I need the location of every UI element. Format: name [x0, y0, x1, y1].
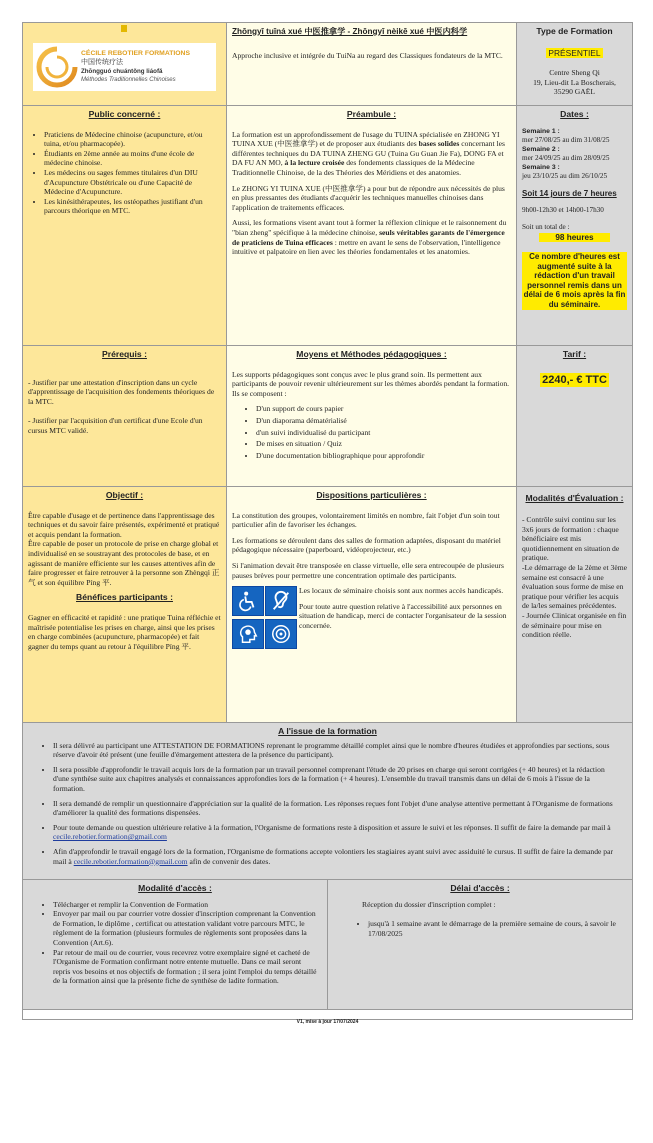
accessibility-icons: [232, 586, 295, 649]
mental-disability-icon: [232, 619, 264, 649]
title-cell: [227, 23, 517, 105]
section-row-2: [23, 106, 632, 346]
objectif-cell: [23, 487, 227, 722]
prerequis-text-1: - Justifier par une attestation d'inscription dans un cycle d'apprentissage de l'acquisition des fondements théoriques de la MTC.: [28, 377, 215, 406]
tarif-value: 2240,- € TTC: [542, 373, 607, 386]
acces-list: [31, 900, 319, 986]
list-item: • Étudiants en 2ème année au moins d'une école de médecine chinoise.: [44, 149, 221, 168]
type-heading: Type de Formation: [536, 26, 613, 36]
list-item: • Il sera possible d'approfondir le travail acquis lors de la formation par un travail personnel comprenant l'étude de 20 prises en charge qui seront corrigées (+ 40 heures) et la rédaction d'une synthèse suite aux chapitres analysés et connaissances approfondies lors de la formation (+ 4 heures). L'ensemble du travail transmis dans un délai de 6 mois à l'issue de la formation.: [53, 765, 620, 794]
type-value: PRÉSENTIEL: [548, 47, 601, 58]
list-item: • Par retour de mail ou de courrier, vous recevrez votre exemplaire signé et cacheté de l'Organisme de Formation confirmant notre entente mutuelle. Dans ce mail seront repris vos besoins et nos objectifs de formation ; il sera joint l'emploi du temps détaillé de la formation ainsi que la présente fiche de synthèse de ladite formation.: [53, 948, 319, 986]
evaluation-item: -Le démarrage de la 2ème et 3ème semaine est consacré à une évaluation sous forme de mise en pratique pour vérifier les acquis de la/les semaines précédentes.: [522, 562, 627, 611]
session-2: Semaine 2 : mer 24/09/25 au dim 28/09/25: [522, 146, 610, 162]
prerequis-heading: Prérequis :: [102, 349, 147, 359]
dispositions-text-2: Les formations se déroulent dans des salles de formation adaptées, disposant du matériel pédagogique nécessaire (paperboard, vidéoprojecteur, etc.): [232, 535, 501, 555]
session-3: Semaine 3 : jeu 23/10/25 au dim 26/10/25: [522, 164, 608, 180]
issue-cell: [23, 723, 632, 879]
dispositions-text-1: La constitution des groupes, volontairement limités en nombre, fait l'objet d'un soin tout particulier afin de favoriser les échanges.: [232, 510, 500, 530]
dates-heading: Dates :: [560, 109, 589, 119]
preambule-paragraph-2: Le ZHONG YI TUINA XUE (中医推拿学) a pour but de répondre aux nécessités de plus en plus pressantes des étudiants d'acquérir les techniques manuelles chinoises dans l'application de traitements efficaces.: [232, 183, 505, 212]
intro-text: Approche inclusive et intégrée du TuiNa au regard des Classiques fondateurs de la MTC.: [232, 50, 503, 60]
delai-list: [336, 919, 624, 938]
objectif-text-2: Être capable de poser un protocole de prise en charge global et individualisé en se soustrayant des protocoles de base, et en agissant de manière efficiente sur les causes attentives afin de faire progresser et faire retrouver à la personne son Zhèngqì 正气 et son équilibre Píng 平.: [28, 539, 220, 587]
address-line-1: Centre Sheng Qi: [549, 68, 600, 78]
email-link[interactable]: cecile.rebotier.formation@gmail.com: [53, 832, 167, 842]
address-line-3: 35290 GAËL: [553, 87, 596, 97]
accessibility-text-1: Les locaux de séminaire choisis sont aux normes accès handicapés.: [299, 586, 504, 596]
logo-subtitle: Méthodes Traditionnelles Chinoises: [81, 77, 176, 83]
moyens-heading: Moyens et Méthodes pédagogiques :: [296, 349, 447, 359]
list-item: • Les kinésithérapeutes, les ostéopathes justifiant d'un parcours théorique en MTC.: [44, 197, 221, 216]
list-item: • d'un suivi individualisé du participant: [256, 428, 511, 438]
logo-cell: [23, 23, 227, 105]
delai-cell: [328, 880, 632, 1009]
logo-chinese: 中国传统疗法: [81, 59, 123, 66]
visual-disability-icon: [265, 619, 297, 649]
accessibility-block: [232, 586, 511, 649]
evaluation-heading: Modalités d'Évaluation :: [525, 493, 624, 503]
email-link[interactable]: cecile.rebotier.formation@gmail.com: [73, 856, 188, 866]
moyens-list: [232, 404, 511, 460]
benefits-text: Gagner en efficacité et rapidité : une pratique Tuina réfléchie et maîtrisée potentialise les prises en charge, ainsi que les prises en charge combinées (acupuncture, pharmacopée) et fait gagner du temps quant au retour à l'équilibre Píng 平.: [28, 612, 221, 651]
section-row-4: [23, 487, 632, 723]
session-1: Semaine 1 : mer 27/08/25 au dim 31/08/25: [522, 128, 610, 144]
preambule-paragraph-1: La formation est un approfondissement de l'usage du TUINA spécialisée en ZHONG YI TUINA XUE (中医推拿学) et de proposer aux étudiants des bases solides concernant les différentes techniques du DA TUINA ZHENG GU (Tuina Gu Guan Jie Fa), DONG FA et DA FU AN MO, à la lecture croisée des fondements classiques de la Médecine Traditionnelle Chinoise, de la des Théories des Méridiens et des anatomies.: [232, 129, 505, 177]
prerequis-text-2: - Justifier par l'acquisition d'un certificat d'une Ecole d'un cursus MTC validé.: [28, 416, 203, 435]
objectif-text-1: Être capable d'usage et de pertinence dans l'apprentissage des techniques et du savoir faire présentés, expérimenté et pratiqué et acquis pendant la formation.: [28, 510, 220, 539]
list-item: • D'une documentation bibliographique pour approfondir: [256, 451, 511, 461]
acces-heading: Modalité d'accès :: [138, 883, 212, 893]
dispositions-cell: [227, 487, 517, 722]
total-value: 98 heures: [539, 233, 609, 242]
list-item: • De mises en situation / Quiz: [256, 439, 511, 449]
address-line-2: 19, Lieu-dit La Boscherais,: [533, 77, 616, 87]
list-item: • D'un support de cours papier: [256, 404, 511, 414]
list-item: • Il sera délivré au participant une ATTESTATION DE FORMATIONS reprenant le programme détaillé complet ainsi que le nombre d'heures étudiées et approfondies par sections, sous réserve d'avoir été présent (une feuille d'émargement attestera de la présence du participant).: [53, 741, 620, 760]
dates-hours: 9h00-12h30 et 14h00-17h30: [522, 206, 604, 214]
dates-cell: [517, 106, 632, 345]
training-sheet: [22, 22, 633, 1025]
moyens-intro: Les supports pédagogiques sont conçus avec le plus grand soin. Ils permettent aux participants de pouvoir revenir ultérieurement sur les thèmes abordés pendant la formation. Ils se composent :: [232, 369, 510, 398]
public-cell: [23, 106, 227, 345]
prerequis-cell: [23, 346, 227, 486]
preambule-paragraph-3: Aussi, les formations visent avant tout à former la réflexion clinique et le raisonnement du "bian zheng" spécifique à la médecine chinoise, seuls véritables garants de l'émergence de praticiens de Tuina efficaces : mettre en avant le sens de l'observation, l'intelligence intuitive et palpatoire en lien avec les théories fondamentales et les anatomies.: [232, 218, 507, 257]
public-heading: Public concerné :: [88, 109, 161, 119]
type-cell: [517, 23, 632, 105]
issue-row: [23, 723, 632, 880]
logo-marker: [121, 25, 127, 32]
logo-circle-icon: [35, 45, 79, 89]
list-item: • D'un diaporama dématérialisé: [256, 416, 511, 426]
dates-summary: Soit 14 jours de 7 heures: [522, 189, 617, 198]
hours-note: Ce nombre d'heures est augmenté suite à la rédaction d'un travail personnel remis dans un délai de 6 mois après la fin du séminaire.: [523, 252, 626, 309]
logo: [33, 43, 216, 91]
wheelchair-icon: [232, 586, 264, 616]
preambule-heading: Préambule :: [346, 109, 397, 119]
objectif-heading: Objectif :: [105, 490, 144, 500]
list-item: • Il sera demandé de remplir un questionnaire d'appréciation sur la qualité de la formation. Les réponses reçues font l'objet d'une analyse attentive permettant à l'Organisme de formations d'améliorer la qualité des formations dispensées.: [53, 799, 620, 818]
logo-title: CÉCILE REBOTIER FORMATIONS: [81, 50, 191, 57]
access-row: [23, 880, 632, 1010]
list-item: • Télécharger et remplir la Convention de Formation: [53, 900, 319, 910]
benefits-heading: Bénéfices participants :: [76, 592, 173, 603]
hearing-icon: [265, 586, 297, 616]
acces-cell: [23, 880, 328, 1009]
public-list: [28, 130, 221, 216]
dispositions-heading: Dispositions particulières :: [316, 490, 427, 500]
dispositions-text-3: Si l'animation devait être transposée en classe virtuelle, elle sera entrecoupée de plusieurs pauses brèves pour permettre une concentration optimale des participants.: [232, 560, 504, 580]
moyens-cell: [227, 346, 517, 486]
list-item: • Les médecins ou sages femmes titulaires d'un DIU d'Acupuncture Obstétricale ou d'une Capacité de Médecine d'Acupuncture.: [44, 168, 221, 197]
issue-list: [35, 741, 620, 867]
list-item: • Praticiens de Médecine chinoise (acupuncture, et/ou tuina, et/ou pharmacopée).: [44, 130, 221, 149]
logo-pinyin: Zhōngguó chuántǒng liáofǎ: [81, 68, 163, 75]
footer: [23, 1010, 632, 1025]
tarif-heading: Tarif :: [562, 349, 587, 359]
header-row: [23, 23, 632, 106]
evaluation-item: - Contrôle suivi continu sur les 3x6 jours de formation : chaque bénéficiaire est mis quotidiennement en situation de pratique.: [522, 515, 620, 563]
delai-intro: Réception du dossier d'inscription complet :: [362, 899, 496, 909]
section-row-3: [23, 346, 632, 487]
version-text: V1, mise à jour 17/07/2024: [296, 1019, 359, 1025]
evaluation-item: - Journée Clinicat organisée en fin de séminaire pour mise en condition réelle.: [522, 610, 627, 640]
list-item: • Envoyer par mail ou par courrier votre dossier d'inscription comprenant la Convention de Formation, le diplôme , certificat ou attestation validant votre parcours MTC, le règlement de la formation (plusieurs formules de règlements sont proposées dans la Convention (Art.6).: [53, 909, 319, 947]
delai-heading: Délai d'accès :: [450, 883, 510, 893]
total-label: Soit un total de :: [522, 223, 570, 231]
issue-heading: A l'issue de la formation: [278, 726, 377, 736]
list-item: • jusqu'à 1 semaine avant le démarrage de la première semaine de cours, à savoir le 17/08/2025: [368, 919, 624, 938]
preambule-cell: [227, 106, 517, 345]
list-item: • Pour toute demande ou question ultérieure relative à la formation, l'Organisme de formations reste à disposition et assure le suivi et les réponses. Il suffit de faire la demande par mail à cecile.rebotier.formation@gmail.com: [53, 823, 620, 842]
evaluation-cell: [517, 487, 632, 722]
accessibility-text-2: Pour toute autre question relative à l'accessibilité aux personnes en situation de handicap, merci de contacter l'organisateur de la session concernée.: [299, 601, 507, 630]
page-title: Zhōngyī tuīná xué 中医推拿学 - Zhōngyī nèikē xué 中医内科学: [232, 27, 468, 36]
tarif-cell: [517, 346, 632, 486]
list-item: • Afin d'approfondir le travail engagé lors de la formation, l'Organisme de formations accepte volontiers les stagiaires ayant suivi avec assiduité le cursus. Il suffit de faire la demande par mail à cecile.rebotier.formation@gmail.com afin de convenir des dates.: [53, 847, 620, 866]
